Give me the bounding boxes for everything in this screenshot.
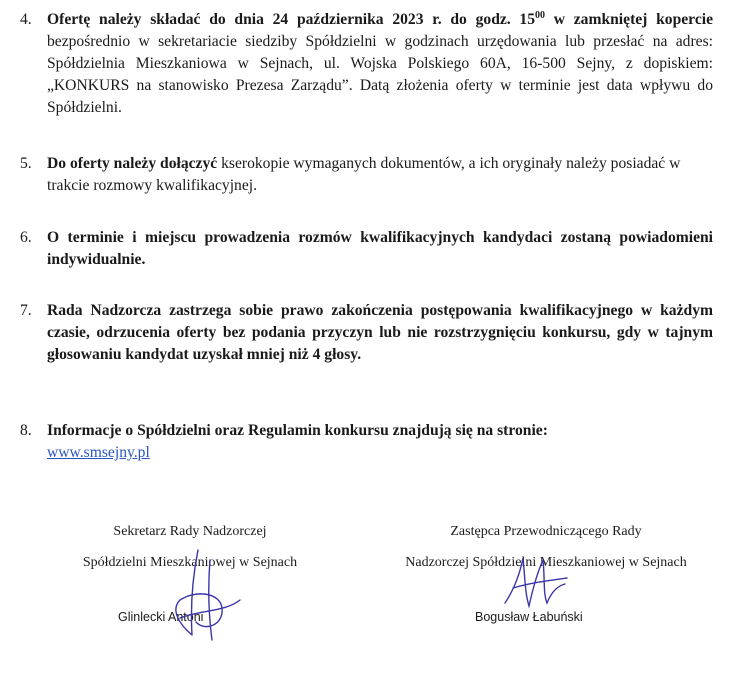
item-number: 4. xyxy=(20,11,32,28)
signature-right-line2: Nadzorczej Spółdzielni Mieszkaniowej w Sejnach xyxy=(405,555,687,570)
bold-text: Ofertę należy składać do dnia 24 października 2023 r. do godz. 15 xyxy=(47,11,536,28)
signature-right-line1: Zastępca Przewodniczącego Rady xyxy=(450,524,642,539)
signature-left-scribble xyxy=(150,540,260,650)
signature-left-line1: Sekretarz Rady Nadzorczej xyxy=(113,524,267,539)
item-text xyxy=(47,227,713,271)
website-link[interactable]: www.smsejny.pl xyxy=(47,444,150,461)
item-text xyxy=(47,153,713,197)
bold-text: Do oferty należy dołączyć xyxy=(47,155,218,172)
superscript: 00 xyxy=(535,10,546,21)
item-text xyxy=(47,420,713,464)
bold-text: w zamkniętej kopercie xyxy=(545,11,713,28)
bold-text: Rada Nadzorcza zastrzega sobie prawo zakończenia postępowania kwalifikacyjnego w każdym czasie, odrzucenia oferty bez podania przyczyn lub nie rozstrzygnięciu konkursu, gdy w tajnym głosowaniu kandydat uzyskał mniej niż 4 głosy. xyxy=(47,302,713,363)
signature-left-name: Glinlecki Antoni xyxy=(118,610,204,624)
text: bezpośrednio w sekretariacie siedziby Spółdzielni w godzinach urzędowania lub przesłać na adres: Spółdzielnia Mieszkaniowa w Sejnach, ul. Wojska Polskiego 60A, 16-500 Sejny, z dopiskiem: „KONKURS na stanowisko Prezesa Zarządu”. Datą złożenia oferty w terminie jest data wpływu do Spółdzielni. xyxy=(47,33,713,116)
signature-left-line2: Spółdzielni Mieszkaniowej w Sejnach xyxy=(82,555,298,570)
item-text xyxy=(47,300,713,366)
signature-right-scribble xyxy=(495,548,575,618)
item-number: 7. xyxy=(20,302,32,319)
item-text xyxy=(47,9,713,119)
item-number: 6. xyxy=(20,229,32,246)
bold-text: O terminie i miejscu prowadzenia rozmów kwalifikacyjnych kandydaci zostaną powiadomieni indywidualnie. xyxy=(47,229,713,268)
text: kserokopie wymaganych dokumentów, a ich oryginały należy posiadać w trakcie rozmowy kwalifikacyjnej. xyxy=(47,155,681,194)
item-number: 5. xyxy=(20,155,32,172)
bold-text: Informacje o Spółdzielni oraz Regulamin konkursu znajdują się na stronie: xyxy=(47,422,548,439)
signature-right-name: Bogusław Łabuński xyxy=(475,610,583,624)
item-number: 8. xyxy=(20,422,32,439)
